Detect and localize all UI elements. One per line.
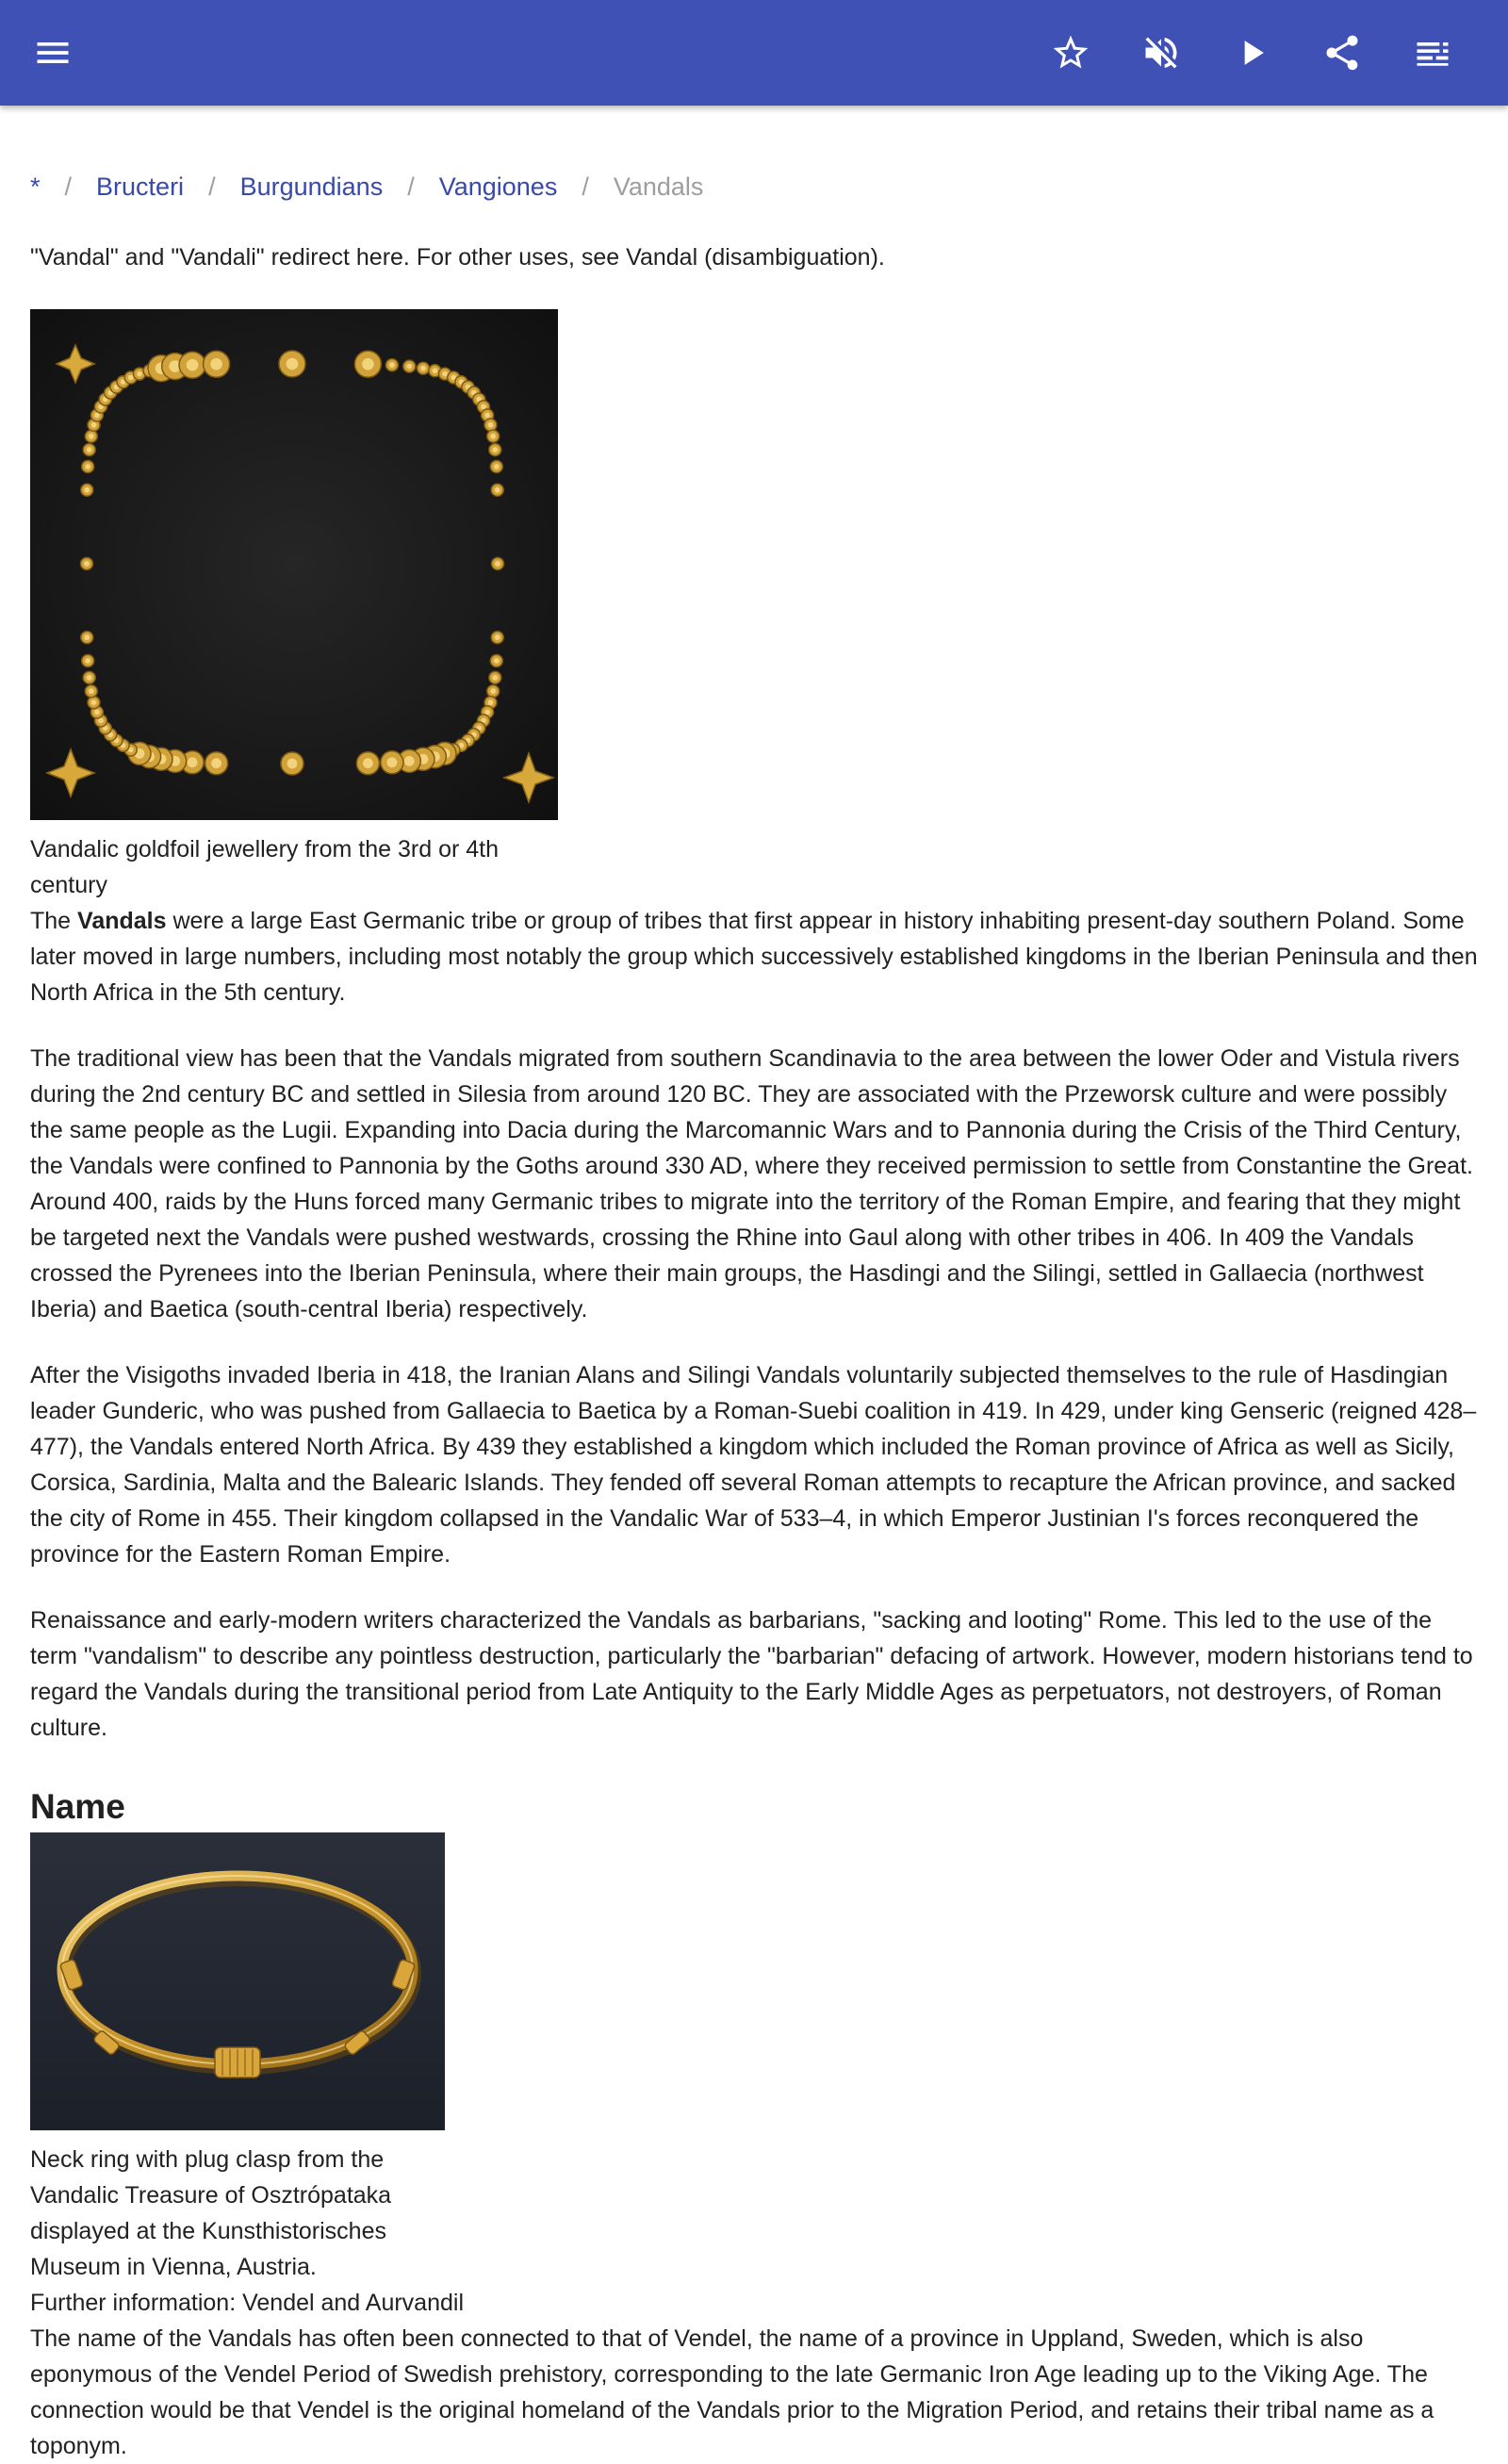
figure-caption: Neck ring with plug clasp from the Vandalic Treasure of Osztrópataka displayed at the Kunsthistorisches Museum in Vienna, Austria. — [30, 2146, 392, 2280]
breadcrumb-item-bructeri[interactable]: Bructeri — [96, 172, 185, 201]
necklace-bead-highlight — [87, 675, 92, 681]
section-heading-name: Name — [30, 1787, 125, 1826]
bookmark-button[interactable] — [1044, 26, 1097, 79]
necklace-bead-highlight — [442, 371, 448, 377]
breadcrumb-separator: / — [407, 172, 415, 201]
necklace-bead-highlight — [84, 487, 90, 493]
necklace-bead-highlight — [94, 710, 100, 715]
intro-text-end: were a large East Germanic tribe or group of tribes that first appear in history inhabiting present-day southern Poland. Some later moved in large numbers, including most notably the group which successively established kingdoms in the Iberian Peninsula and then North Africa in the 5th century. — [30, 908, 1478, 1006]
necklace-bead-highlight — [494, 658, 500, 664]
play-button[interactable] — [1225, 26, 1278, 79]
star-outline-icon — [1050, 32, 1091, 74]
necklace-bead-highlight — [94, 413, 100, 419]
app-toolbar — [0, 0, 1508, 106]
necklace-bead-highlight — [89, 688, 94, 694]
necklace-bead-highlight — [287, 358, 299, 370]
necklace-bead-highlight — [363, 758, 373, 768]
hatnote: "Vandal" and "Vandali" redirect here. For other uses, see Vandal (disambiguation). — [30, 244, 885, 271]
necklace-bead-highlight — [187, 359, 199, 371]
necklace-bead-highlight — [362, 358, 374, 370]
necklace-bead-highlight — [188, 757, 198, 767]
breadcrumb-separator: / — [582, 172, 589, 201]
necklace-bead-highlight — [495, 561, 500, 567]
necklace-bead-highlight — [484, 413, 490, 419]
breadcrumb-separator: / — [208, 172, 216, 201]
breadcrumb-separator: / — [64, 172, 73, 201]
necklace-bead-highlight — [87, 447, 92, 452]
intro-paragraph — [30, 903, 1482, 1010]
necklace-bead-highlight — [85, 658, 90, 664]
necklace-bead-highlight — [98, 718, 104, 724]
breadcrumb-item-burgundians[interactable]: Burgundians — [239, 172, 384, 201]
necklace-bead-highlight — [484, 710, 490, 715]
necklace-bead-highlight — [481, 404, 486, 410]
breadcrumb-item-home[interactable]: * — [30, 172, 41, 201]
menu-icon — [32, 32, 74, 74]
necklace-bead-highlight — [420, 366, 426, 371]
intro-term: Vandals — [77, 908, 167, 934]
necklace-bead-highlight — [91, 699, 97, 705]
paragraph-legacy: Renaissance and early-modern writers characterized the Vandals as barbarians, "sacking and looting" Rome. This led to the use of the term "vandalism" to describe any pointless destruction, particularly the "barbarian" defacing of artwork. However, modern historians tend to regard the Vandals during the transitional period from Late Antiquity to the Early Middle Ages as perpetuators, not destroyers, of Roman culture. — [30, 1607, 1473, 1741]
playlist-icon — [1412, 32, 1453, 74]
necklace-bead-highlight — [387, 757, 398, 767]
necklace-bead-highlight — [91, 422, 97, 428]
necklace-bead-highlight — [406, 364, 412, 370]
paragraph-migration: The traditional view has been that the Vandals migrated from southern Scandinavia to the area between the lower Oder and Vistula rivers during the 2nd century BC and settled in Silesia from around 120 BC. They are associated with the Przeworsk culture and were possibly the same people as the Lugii. Expanding into Dacia during the Marcomannic Wars and to Pannonia during the Crisis of the Third Century, the Vandals were confined to Pannonia by the Goths around 330 AD, where they received permission to settle from Constantine the Great. Around 400, raids by the Huns forced many Germanic tribes to migrate into the territory of the Roman Empire, and fearing that they might be targeted next the Vandals were pushed westwards, crossing the Rhine into Gaul along with other tribes in 406. In 409 the Vandals crossed the Pyrenees into the Iberian Peninsula, where their main groups, the Hasdingi and the Silingi, settled in Gallaecia (northwest Iberia) and Baetica (south-central Iberia) respectively. — [30, 1045, 1473, 1322]
necklace-bead-highlight — [137, 371, 142, 377]
jewellery-image[interactable] — [30, 309, 558, 820]
necklace-bead-highlight — [211, 758, 221, 768]
share-button[interactable] — [1316, 26, 1369, 79]
breadcrumb — [30, 168, 703, 205]
necklace-bead-highlight — [89, 434, 94, 439]
breadcrumb-item-vangiones[interactable]: Vangiones — [438, 172, 558, 201]
menu-button[interactable] — [26, 26, 79, 79]
necklace-bead-highlight — [128, 375, 134, 381]
play-icon — [1231, 32, 1272, 74]
figure-neck-ring — [30, 1832, 445, 2285]
necklace-bead-highlight — [495, 634, 500, 640]
necklace-bead-highlight — [492, 447, 498, 452]
mute-button[interactable] — [1135, 26, 1188, 79]
necklace-bead-highlight — [495, 487, 500, 493]
contents-button[interactable] — [1406, 26, 1459, 79]
paragraph-name-origin: The name of the Vandals has often been connected to that of Vendel, the name of a province in Uppland, Sweden, which is also eponymous of the Vendel Period of Swedish prehistory, corresponding to the late Germanic Iron Age leading up to the Viking Age. The connection would be that Vendel is the original homeland of the Vandals prior to the Migration Period, and retains their tribal name as a toponym. — [30, 2325, 1434, 2459]
breadcrumb-item-current: Vandals — [613, 172, 704, 201]
necklace-bead-highlight — [490, 688, 496, 694]
figure-caption: Vandalic goldfoil jewellery from the 3rd or 4th century — [30, 836, 500, 898]
necklace-bead-highlight — [389, 362, 395, 368]
necklace-bead-highlight — [494, 464, 500, 469]
article-content — [30, 239, 1482, 2464]
necklace-bead-highlight — [492, 675, 498, 681]
figure-jewellery — [30, 309, 558, 903]
intro-text-start: The — [30, 908, 78, 934]
volume-off-icon — [1140, 32, 1182, 74]
necklace-bead-highlight — [490, 434, 496, 439]
paragraph-kingdom: After the Visigoths invaded Iberia in 418, the Iranian Alans and Silingi Vandals voluntarily subjected themselves to the rule of Hasdingian leader Gunderic, who was pushed from Gallaecia to Baetica by a Roman-Suebi coalition in 419. In 429, under king Genseric (reigned 428–477), the Vandals entered North Africa. By 439 they established a kingdom which included the Roman province of Africa as well as Sicily, Corsica, Sardinia, Malta and the Balearic Islands. They fended off several Roman attempts to recapture the African province, and sacked the city of Rome in 455. Their kingdom collapsed in the Vandalic War of 533–4, in which Emperor Justinian I's forces reconquered the province for the Eastern Roman Empire. — [30, 1362, 1477, 1568]
necklace-bead-highlight — [85, 464, 90, 469]
necklace-bead-highlight — [210, 358, 222, 370]
necklace-bead-highlight — [84, 634, 90, 640]
necklace-bead-highlight — [84, 561, 90, 567]
necklace-bead-highlight — [488, 422, 494, 428]
necklace-bead-highlight — [404, 756, 415, 766]
necklace-bead-highlight — [433, 368, 438, 373]
further-information: Further information: Vendel and Aurvandil — [30, 2290, 464, 2316]
necklace-bead-highlight — [488, 699, 494, 705]
necklace-bead-highlight — [287, 759, 298, 769]
neck-ring-image[interactable] — [30, 1832, 445, 2130]
share-icon — [1321, 32, 1363, 74]
